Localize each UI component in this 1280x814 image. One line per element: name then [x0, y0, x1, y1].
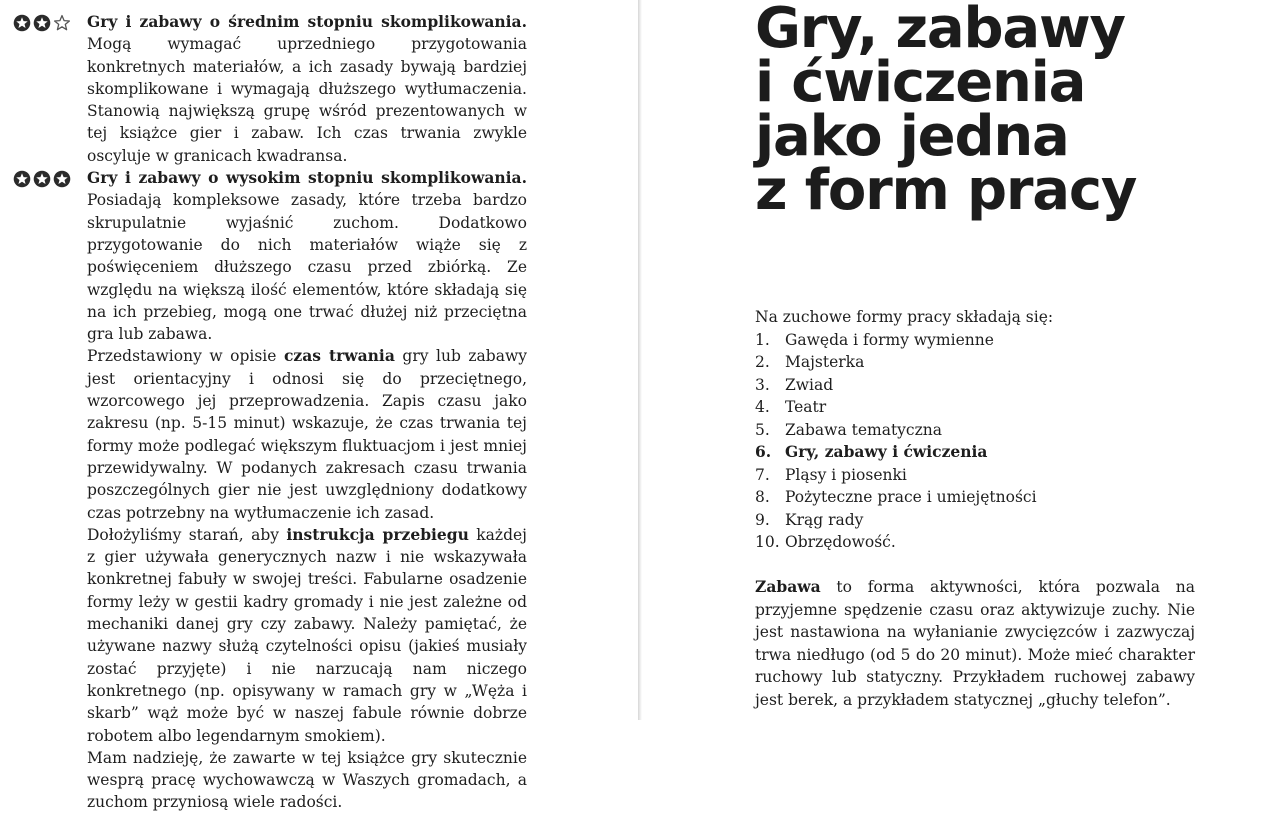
list-number: 6. — [755, 442, 772, 461]
forms-list-item — [755, 396, 1195, 419]
list-label: Pożyteczne prace i umiejętności — [785, 488, 1037, 506]
forms-list-item — [755, 419, 1195, 442]
duration-paragraph — [87, 345, 527, 523]
forms-list-item-active — [755, 441, 1195, 464]
list-number: 3. — [755, 375, 770, 394]
star-filled-icon — [53, 170, 71, 188]
forms-list — [755, 329, 1195, 554]
list-number: 2. — [755, 353, 770, 371]
star-empty-icon — [53, 14, 71, 32]
headline-line: Gry, zabawy — [755, 0, 1125, 61]
level-high-paragraph — [87, 167, 527, 345]
forms-list-item — [755, 509, 1195, 532]
list-label: Gry, zabawy i ćwiczenia — [785, 442, 988, 461]
list-label: Zwiad — [785, 375, 834, 394]
zabawa-text: to forma aktywności, która pozwala na przyjemne spędzenie czasu oraz aktywizuje zuchy. Nie jest nastawiona na wyłanianie zwycięzców i zazwyczaj trwa niedługo (od 5 do 20 minut). Może mieć charakter ruchowy lub statyczny. Przykładem ruchowej zabawy jest berek, a przykładem statycznej „głuchy telefon”. — [755, 578, 1195, 709]
headline-line: z form pracy — [755, 158, 1137, 223]
closing-paragraph: Mam nadzieję, że zawarte w tej książce gry skutecznie wesprą pracę wychowawczą w Waszych gromadach, a zuchom przyniosą wiele radości. — [87, 748, 527, 812]
star-filled-icon — [33, 14, 51, 32]
forms-list-item — [755, 351, 1195, 374]
instruction-text-before: Dołożyliśmy starań, aby — [87, 525, 280, 544]
list-number: 8. — [755, 488, 770, 506]
forms-intro: Na zuchowe formy pracy składają się: — [755, 308, 1054, 326]
instruction-text-after: każdej z gier używała generycznych nazw i nie wskazywała konkretnej fabuły w swojej treści. Fabularne osadzenie formy leży w gestii kadry gromady i nie jest zależne od mechaniki danej gry czy zabawy. Należy pamiętać, że używane nazwy służą czytelności opisu (jakieś musiały zostać przyjęte) i nie narzucają nam niczego konkretnego (np. opisywany w ramach gry w „Węża i skarb” wąż może być w naszej fabule równie dobrze robotem albo legendarnym smokiem). — [87, 525, 527, 745]
duration-text-after: gry lub zabawy jest orientacyjny i odnosi się do przeciętnego, wzorcowego jej przeprowadzenia. Zapis czasu jako zakresu (np. 5-15 minut) wskazuje, że czas trwania tej formy może podlegać większym fluktuacjom i jest mniej przewidywalny. W podanych zakresach czasu trwania poszczególnych gier nie jest uwzględniony dodatkowy czas potrzebny na wytłumaczenie ich zasad. — [87, 347, 527, 522]
star-filled-icon — [33, 170, 51, 188]
forms-list-item — [755, 531, 1195, 554]
left-page — [0, 0, 638, 812]
difficulty-rating-medium — [13, 14, 79, 32]
instruction-term: instrukcja przebiegu — [286, 524, 469, 544]
headline-line: jako jedna — [755, 104, 1069, 169]
headline-line: i ćwiczenia — [755, 50, 1086, 115]
list-label: Zabawa tematyczna — [785, 420, 943, 439]
level-medium-block — [87, 11, 527, 167]
list-number: 1. — [755, 330, 770, 349]
star-filled-icon — [13, 14, 31, 32]
level-high-title: Gry i zabawy o wysokim stopniu skomplikowania. — [87, 168, 527, 188]
duration-text-before: Przedstawiony w opisie — [87, 347, 277, 366]
list-label: Majsterka — [785, 353, 865, 371]
list-number: 5. — [755, 420, 770, 439]
level-medium-title: Gry i zabawy o średnim stopniu skomplikowania. — [87, 12, 527, 31]
level-high-body: Posiadają kompleksowe zasady, które trzeba bardzo skrupulatnie wyjaśnić zuchom. Dodatkowo przygotowanie do nich materiałów wiąże się z poświęceniem dłuższego czasu przed zbiórką. Ze względu na większą ilość elementów, które składają się na ich przebieg, mogą one trwać dłużej niż przeciętna gra lub zabawa. — [87, 191, 527, 344]
forms-list-item — [755, 486, 1195, 509]
page-gutter — [638, 0, 642, 720]
list-number: 4. — [755, 398, 770, 416]
right-text-column — [755, 306, 1195, 711]
list-label: Obrzędowość. — [785, 533, 896, 551]
list-label: Pląsy i piosenki — [785, 465, 907, 484]
star-filled-icon — [13, 170, 31, 188]
instruction-paragraph — [87, 524, 527, 747]
forms-list-item — [755, 374, 1195, 397]
level-high-block — [87, 167, 527, 345]
zabawa-term: Zabawa — [755, 577, 821, 596]
list-number: 10. — [755, 533, 780, 551]
list-number: 7. — [755, 465, 770, 484]
zabawa-paragraph — [755, 576, 1195, 711]
list-label: Gawęda i formy wymienne — [785, 330, 994, 349]
list-label: Krąg rady — [785, 510, 864, 529]
difficulty-rating-high — [13, 170, 79, 188]
list-label: Teatr — [785, 398, 827, 416]
chapter-headline — [755, 0, 1255, 223]
forms-list-item — [755, 329, 1195, 352]
list-number: 9. — [755, 510, 770, 529]
level-medium-body: Mogą wymagać uprzedniego przygotowania konkretnych materiałów, a ich zasady bywają bardziej skomplikowane i wymagają dłuższego wytłumaczenia. Stanowią największą grupę wśród prezentowanych w tej książce gier i zabaw. Ich czas trwania zwykle oscyluje w granicach kwadransa. — [87, 35, 527, 165]
duration-term: czas trwania — [283, 346, 395, 366]
level-medium-paragraph — [87, 11, 527, 167]
forms-list-item — [755, 464, 1195, 487]
left-text-column — [87, 11, 527, 814]
